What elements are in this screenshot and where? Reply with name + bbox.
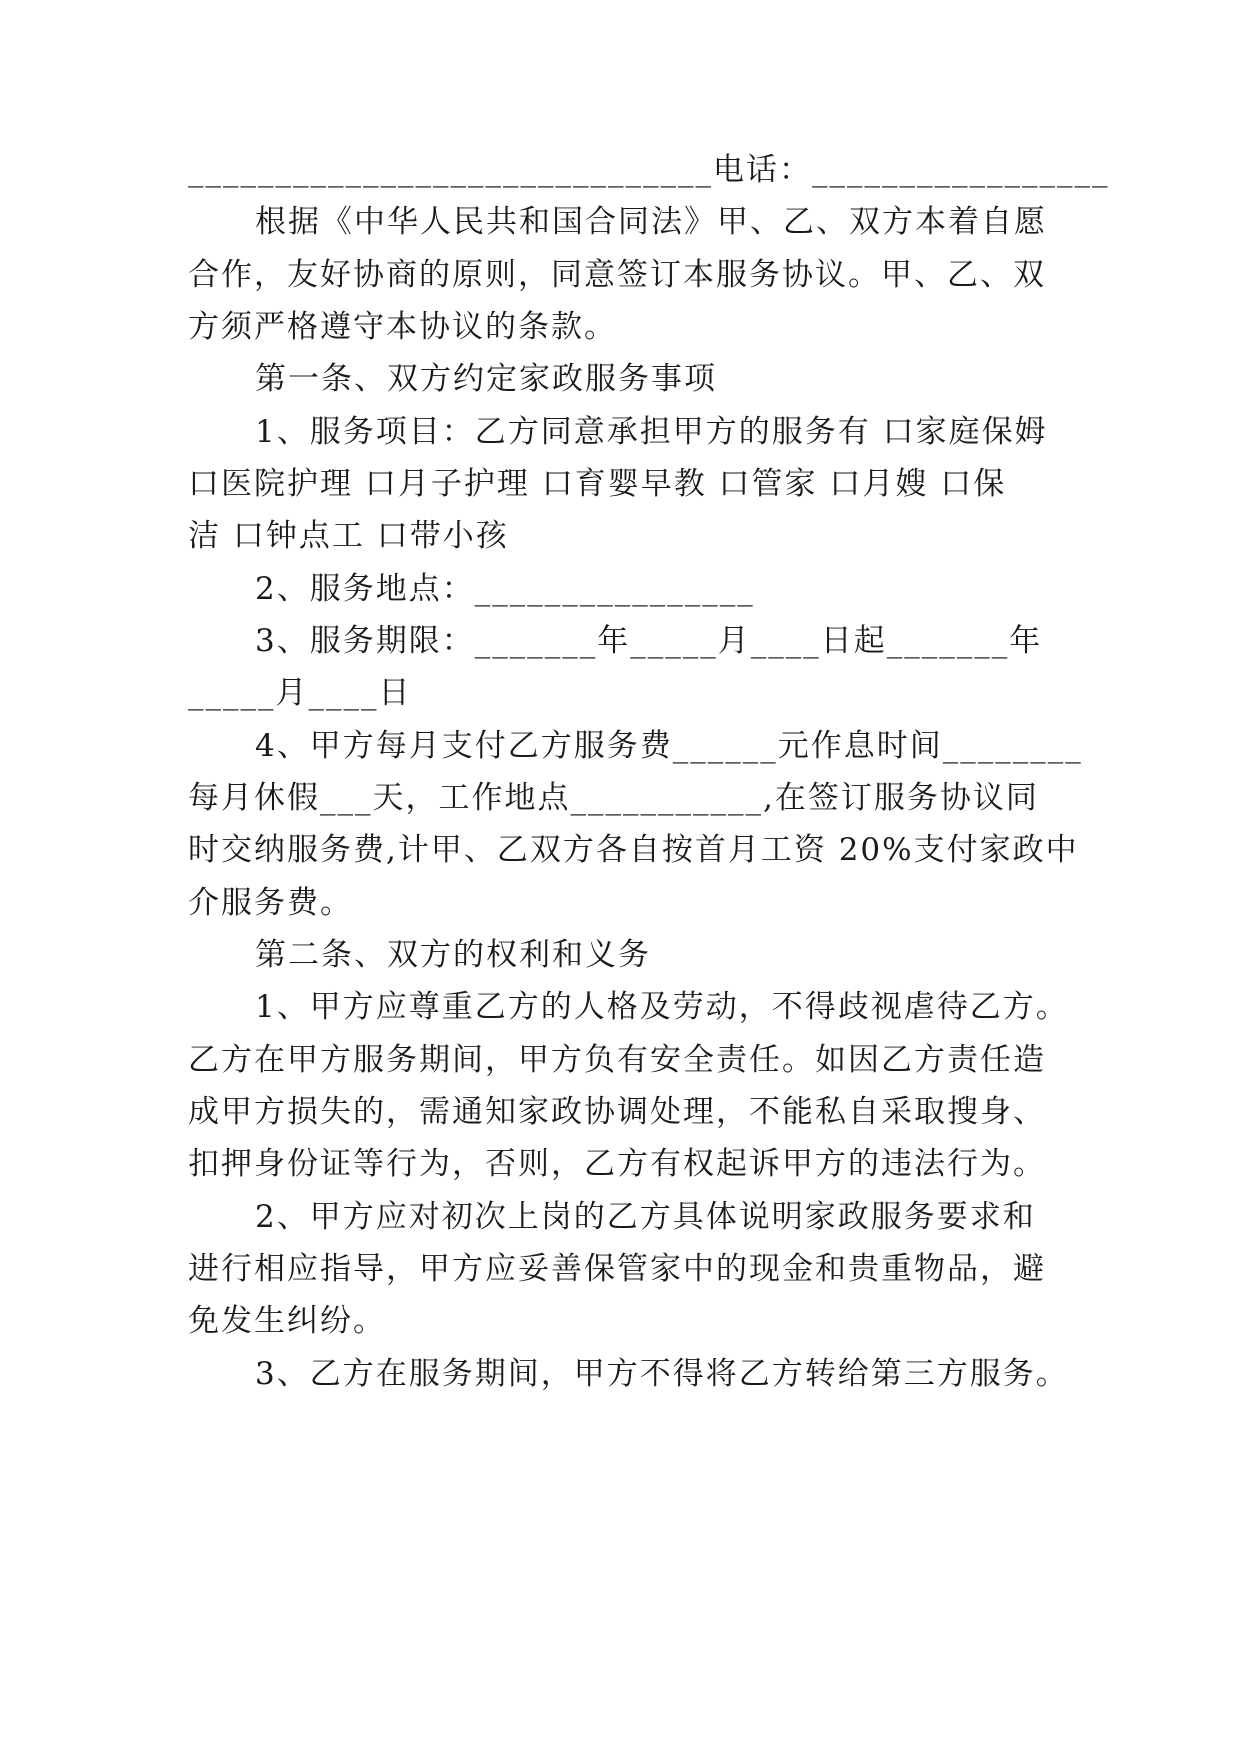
preamble-line-1: 根据《中华人民共和国合同法》甲、乙、双方本着自愿 (255, 204, 1047, 240)
rights-clause-1-line-1: 1、甲方应尊重乙方的人格及劳动，不得歧视虐待乙方。 (255, 989, 1069, 1025)
article-1-heading: 第一条、双方约定家政服务事项 (255, 361, 717, 397)
preamble-line-3: 方须严格遵守本协议的条款。 (188, 309, 617, 345)
service-items-line-3: 洁 口钟点工 口带小孩 (188, 518, 509, 554)
service-fee-line-2: 每月休假___天，工作地点___________,在签订服务协议同 (188, 780, 1039, 816)
preamble-line-2: 合作，友好协商的原则，同意签订本服务协议。甲、乙、双 (188, 257, 1046, 293)
service-items-line-2: 口医院护理 口月子护理 口育婴早教 口管家 口月嫂 口保 (188, 466, 1007, 502)
service-items-line-1: 1、服务项目：乙方同意承担甲方的服务有 口家庭保姆 (255, 414, 1048, 450)
rights-clause-2-line-3: 免发生纠纷。 (188, 1303, 386, 1339)
service-period-line-1: 3、服务期限：_______年_____月____日起_______年 (255, 623, 1043, 659)
article-2-heading: 第二条、双方的权利和义务 (255, 937, 651, 973)
service-fee-line-1: 4、甲方每月支付乙方服务费______元作息时间________ (255, 728, 1083, 764)
rights-clause-1-line-2: 乙方在甲方服务期间，甲方负有安全责任。如因乙方责任造 (188, 1042, 1046, 1078)
phone-line: ______________________________电话：_________________ (188, 152, 1110, 188)
rights-clause-3-line-1: 3、乙方在服务期间，甲方不得将乙方转给第三方服务。 (255, 1356, 1069, 1392)
service-location-line: 2、服务地点：________________ (255, 571, 755, 607)
rights-clause-1-line-3: 成甲方损失的，需通知家政协调处理，不能私自采取搜身、 (188, 1094, 1046, 1130)
service-fee-line-3: 时交纳服务费,计甲、乙双方各自按首月工资 20%支付家政中 (188, 832, 1079, 868)
service-period-line-2: _____月____日 (188, 675, 412, 711)
service-fee-line-4: 介服务费。 (188, 885, 353, 921)
rights-clause-2-line-1: 2、甲方应对初次上岗的乙方具体说明家政服务要求和 (255, 1199, 1036, 1235)
rights-clause-2-line-2: 进行相应指导，甲方应妥善保管家中的现金和贵重物品，避 (188, 1251, 1046, 1287)
rights-clause-1-line-4: 扣押身份证等行为，否则，乙方有权起诉甲方的违法行为。 (188, 1146, 1046, 1182)
